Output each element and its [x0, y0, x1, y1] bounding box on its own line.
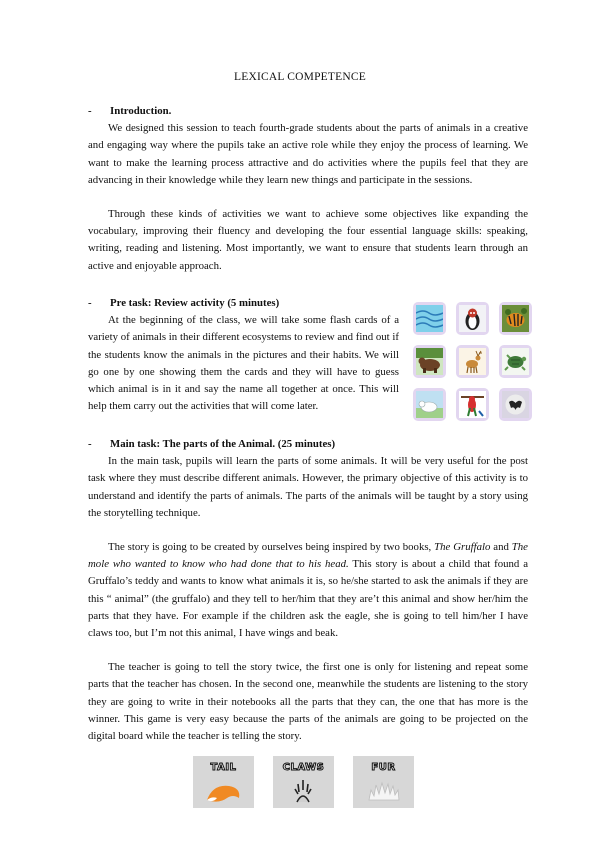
claws-icon	[283, 776, 324, 806]
flashcard	[499, 345, 532, 378]
body-part-card-tail	[193, 756, 254, 808]
penguin-icon	[459, 305, 486, 332]
body-part-label: TAIL	[210, 762, 237, 773]
flashcard	[499, 302, 532, 335]
fur-icon	[363, 776, 404, 806]
maintask-heading	[88, 436, 528, 453]
maintask-paragraph-3: The teacher is going to tell the story twice, the first one is only for listening and repeat some parts that the teacher has chosen. In the second one, meanwhile the students are listening to the story they are going to write in their notebooks all the parts that they can, the one that has more is the winner. This game is very easy because the parts of the animals are going to be projected on the digital board while the teacher is telling the story.	[88, 661, 528, 743]
fox-tail-icon	[203, 776, 244, 806]
intro-heading	[88, 103, 528, 120]
body-part-card-claws	[273, 756, 334, 808]
flashcard	[456, 345, 489, 378]
flashcard-grid	[412, 301, 532, 422]
intro-paragraph-1: We designed this session to teach fourth-grade students about the parts of animals in a creative and engaging way where the pupils take an active role while they enjoy the process of learning. We want to make the learning process attractive and do activities where the pupils feel that they are advancing in their knowledge while they learn new things and participate in the sessions.	[88, 122, 528, 186]
bat-icon	[502, 391, 529, 418]
pretask-paragraph-1: At the beginning of the class, we will take some flash cards of a variety of animals in their different ecosystems to review and find out if the students know the animals in the pictures and their habits. We will go one by one showing them the cards and they will have to guess which animal is in it and say the name all together at once. This will help them carry out the activities that will come later.	[88, 314, 399, 413]
maintask-paragraph-2-part-b: and	[490, 541, 512, 554]
tiger-icon	[502, 305, 529, 332]
flashcard	[499, 388, 532, 421]
bullet-dash: -	[88, 438, 92, 450]
deer-icon	[459, 348, 486, 375]
body-part-card-fur	[353, 756, 414, 808]
pretask-heading-text: Pre task: Review activity (5 minutes)	[110, 297, 280, 309]
bear-icon	[416, 348, 443, 375]
body-part-label: FUR	[371, 762, 396, 773]
flashcard	[413, 345, 446, 378]
bullet-dash: -	[88, 297, 92, 309]
intro-heading-text: Introduction.	[110, 105, 172, 117]
maintask-paragraph-1: In the main task, pupils will learn the parts of some animals. It will be very useful for the post task where they must describe different animals. However, the primary objective of this activity is to understand and identify the parts of animals. The parts of the animals will be taught by a story using the storytelling technique.	[88, 455, 528, 519]
book-title-gruffalo: The Gruffalo	[434, 541, 491, 554]
maintask-section	[88, 436, 528, 745]
polar-bear-icon	[416, 391, 443, 418]
flashcard	[413, 302, 446, 335]
flashcard	[456, 388, 489, 421]
maintask-paragraph-2-part-c: This story is about a child that found a Gruffalo’s teddy and wants to know what animals it is, so he/she started to ask the animals if they are this “ animal” (the gruffalo) and they tell to her/him that they are’t this animal and show her/him the parts that they have. For example if the children ask the eagle, she is going to tell him/her I have claws too, but I’m not this animal, I have wings and beak.	[88, 558, 529, 640]
bullet-dash: -	[88, 105, 92, 117]
parrot-icon	[459, 391, 486, 418]
fish-icon	[416, 305, 443, 332]
maintask-paragraph-2-part-a: The story is going to be created by ourselves being inspired by two books,	[108, 541, 435, 554]
body-part-label: CLAWS	[282, 762, 325, 773]
maintask-heading-text: Main task: The parts of the Animal. (25 minutes)	[110, 438, 336, 450]
turtle-icon	[502, 348, 529, 375]
book-title-mole: The mole who wanted to know who had done that to his head.	[88, 541, 528, 571]
intro-section	[88, 103, 528, 275]
maintask-paragraph-2	[88, 539, 528, 642]
document-title: LEXICAL COMPETENCE	[234, 71, 366, 83]
flashcard	[456, 302, 489, 335]
flashcard	[413, 388, 446, 421]
intro-paragraph-2: Through these kinds of activities we want to achieve some objectives like expanding the vocabulary, improving their fluency and developing the four essential language skills: speaking, writing, reading and listening. Most importantly, we want to ensure that students learn through an active and enjoyable approach.	[88, 208, 528, 272]
